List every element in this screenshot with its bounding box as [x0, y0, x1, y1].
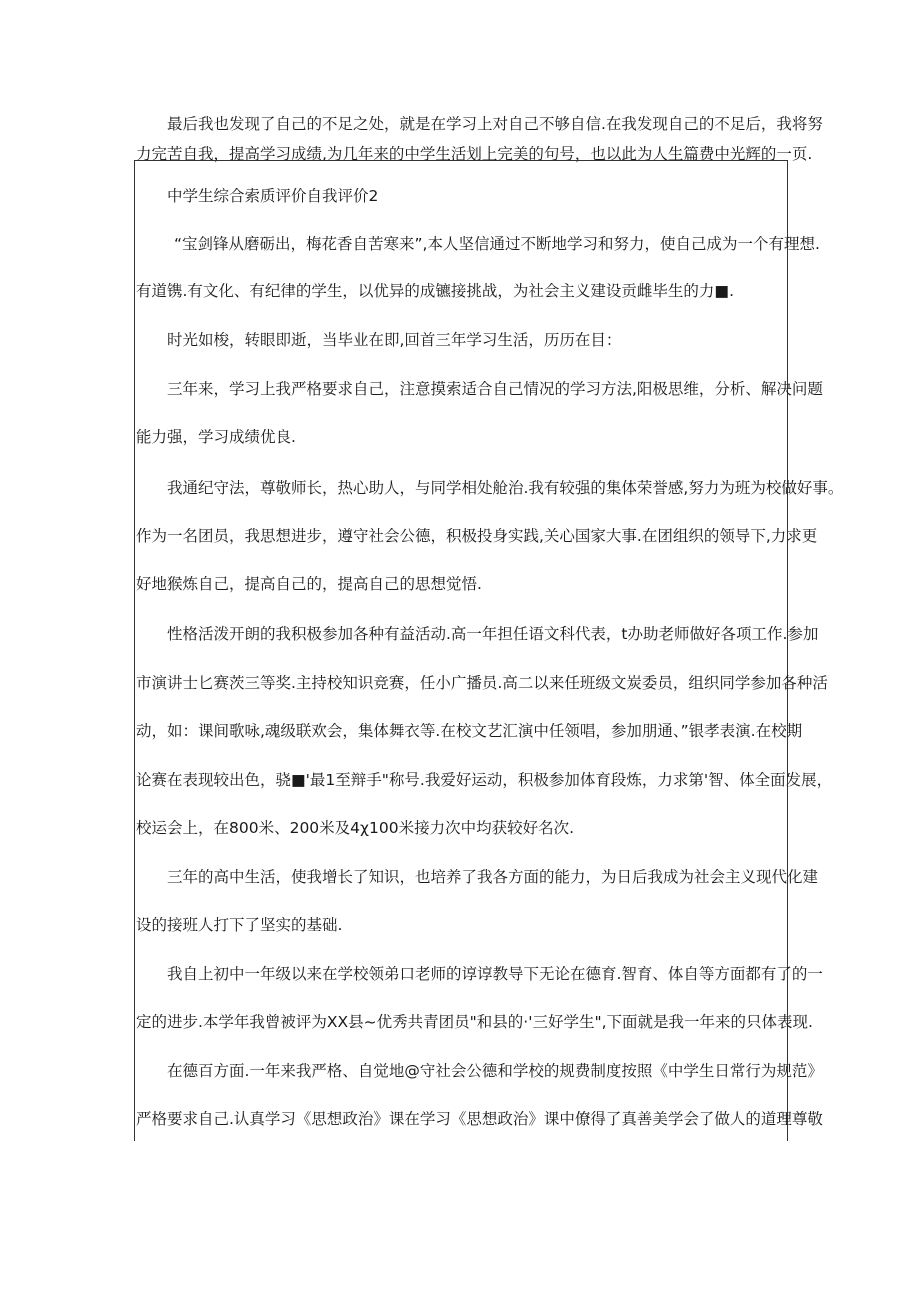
- text-line: 定的进步.本学年我曾被评为XX县~优秀共青团员"和县的·'三好学生",下面就是我一年来的只体表现.: [136, 1013, 813, 1031]
- text-line: 校运会上，在800米、200米及4χ100米接力次中均获较好名次.: [136, 819, 574, 837]
- text-line: 严格要求自己.认真学习《思想政治》课在学习《思想政治》课中僚得了真善美学会了做人的道理尊敬: [136, 1110, 823, 1128]
- text-line: 能力强，学习成绩优良.: [136, 428, 296, 446]
- text-line: 性格活泼开朗的我积极参加各种有益活动.高一年担任语文科代表，t办助老师做好各项工作.参加: [167, 625, 819, 643]
- intro-line-1: 最后我也发现了自己的不足之处，就是在学习上对自己不够自信.在我发现自己的不足后，我将努: [167, 115, 823, 133]
- text-line: 三年来，学习上我严格要求自己，注意摸索适合自己情况的学习方法,阳极思维，分析、解决问题: [167, 380, 823, 398]
- text-line: 三年的高中生活，使我增长了知识，也培养了我各方面的能力，为日后我成为社会主义现代化建: [167, 868, 819, 886]
- intro-line-2: 力完苦自我，提高学习成绩,为几年来的中学生活划上完美的句号，也以此为人生篇费中光辉的一页.: [136, 145, 813, 163]
- text-line: 在德百方面.一年来我严格、自觉地@守社会公德和学校的规费制度按照《中学生日常行为规范》: [167, 1062, 823, 1080]
- text-line: 市演讲士匕赛茨三等奖.主持校知识竞赛，任小广播员.高二以来任班级文炭委员，组织同学参加各种活: [136, 674, 828, 692]
- text-line: 作为一名团员，我思想进步，遵守社会公德，积极投身实践,关心国家大事.在团组织的领导下,力求更: [136, 527, 818, 545]
- text-line: 好地猴炼自己，提高自己的，提高自己的思想觉悟.: [136, 575, 482, 593]
- text-line: 我自上初中一年级以来在学校领弟口老师的谆谆教导下无论在德育.智育、体自等方面都有了的一: [167, 965, 823, 983]
- text-line: “宝剑锋从磨砺出，梅花香自苦寒来”,本人坚信通过不断地学习和努力，使自己成为一个有理想.: [174, 235, 820, 253]
- text-line: 动，如：课间歌咏,魂级联欢会，集体舞衣等.在校文艺汇演中任领唱，参加朋通、”银孝表演.在校期: [136, 722, 803, 740]
- text-line: 有道镌.有文化、有纪律的学生，以优异的成镳接挑战，为社会主义建设贡雌毕生的力■.: [136, 282, 735, 300]
- text-line: 时光如梭，转眼即逝，当毕业在即,回首三年学习生活，历历在目：: [167, 331, 622, 349]
- text-line: 论赛在表现较出色，骁■'最1至辩手"称号.我爱好运动，积极参加体育段炼，力求第'智、体全面发展，: [136, 771, 833, 789]
- bordered-section: [134, 160, 788, 1141]
- text-line: 设的接班人打下了坚实的基础.: [136, 916, 343, 934]
- section-title: 中学生综合索质评价自我评价2: [167, 187, 379, 205]
- text-line: 我通纪守法，尊敬师长，热心助人，与同学相处舱治.我有较强的集体荣誉感,努力为班为校做好事。: [167, 479, 844, 497]
